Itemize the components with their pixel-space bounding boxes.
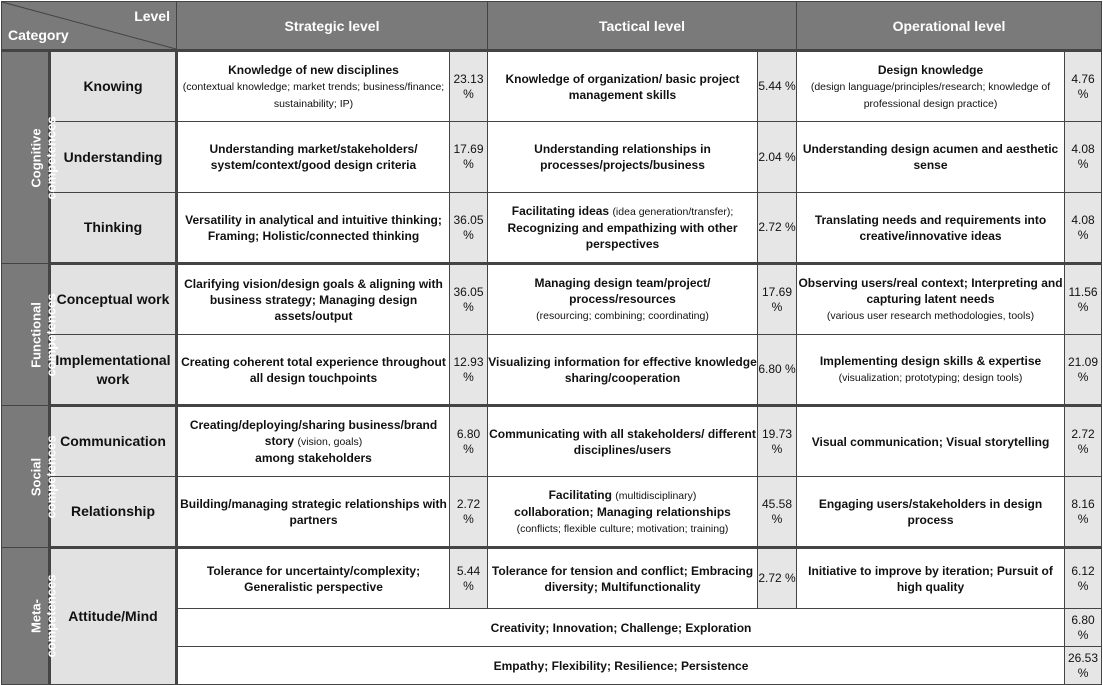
subcategory-implementational: Implementational work xyxy=(50,335,177,406)
attitude-strategic-pct: 5.44 % xyxy=(450,548,488,609)
attitude-operational-pct: 6.12 % xyxy=(1065,548,1102,609)
relationship-operational: Engaging users/stakeholders in design process xyxy=(797,477,1065,548)
thinking-operational-pct: 4.08 % xyxy=(1065,193,1102,264)
implementational-strategic: Creating coherent total experience throughout all design touchpoints xyxy=(177,335,450,406)
knowing-strategic-pct: 23.13 % xyxy=(450,51,488,122)
relationship-tactical-text1: Facilitating xyxy=(548,487,612,502)
subcategory-communication: Communication xyxy=(50,406,177,477)
communication-tactical-pct: 19.73 % xyxy=(758,406,797,477)
header-operational: Operational level xyxy=(797,2,1102,51)
header-tactical: Tactical level xyxy=(488,2,797,51)
subcategory-thinking: Thinking xyxy=(50,193,177,264)
attitude-shared-row-1-pct: 6.80 % xyxy=(1065,609,1102,647)
knowing-operational-pct: 4.76 % xyxy=(1065,51,1102,122)
conceptual-operational xyxy=(797,264,1065,335)
implementational-operational-detail: (visualization; prototyping; design tools) xyxy=(838,372,1023,384)
knowing-strategic-text: Knowledge of new disciplines xyxy=(228,62,399,77)
conceptual-operational-text: Observing users/real context; Interpreting and capturing latent needs xyxy=(798,276,1063,306)
conceptual-operational-detail: (various user research methodologies, tools) xyxy=(826,310,1035,322)
implementational-operational xyxy=(797,335,1065,406)
understanding-strategic: Understanding market/stakeholders/ system/context/good design criteria xyxy=(177,122,450,193)
understanding-tactical: Understanding relationships in processes/projects/business xyxy=(488,122,758,193)
attitude-operational: Initiative to improve by iteration; Pursuit of high quality xyxy=(797,548,1065,609)
implementational-operational-text: Implementing design skills & expertise xyxy=(819,354,1042,368)
knowing-tactical: Knowledge of organization/ basic project management skills xyxy=(488,51,758,122)
category-meta-line2: competences xyxy=(43,574,59,658)
communication-operational-pct: 2.72 % xyxy=(1065,406,1102,477)
header-level-label: Level xyxy=(134,8,170,24)
knowing-strategic xyxy=(177,51,450,122)
communication-strategic-detail: (vision, goals) xyxy=(297,436,363,448)
conceptual-operational-pct: 11.56 % xyxy=(1065,264,1102,335)
communication-strategic-text1: Creating/deploying/sharing business/brand story xyxy=(189,418,438,448)
understanding-tactical-pct: 2.04 % xyxy=(758,122,797,193)
competence-table xyxy=(1,1,1102,685)
conceptual-strategic-pct: 36.05 % xyxy=(450,264,488,335)
category-cognitive xyxy=(2,51,59,264)
attitude-tactical: Tolerance for tension and conflict; Embracing diversity; Multifunctionality xyxy=(488,548,758,609)
thinking-tactical xyxy=(488,193,758,264)
implementational-tactical: Visualizing information for effective knowledge sharing/cooperation xyxy=(488,335,758,406)
understanding-strategic-pct: 17.69 % xyxy=(450,122,488,193)
category-functional xyxy=(2,264,59,406)
relationship-operational-pct: 8.16 % xyxy=(1065,477,1102,548)
conceptual-strategic: Clarifying vision/design goals & aligning with business strategy; Managing design assets/output xyxy=(177,264,450,335)
knowing-operational-detail: (design language/principles/research; knowledge of professional design practice) xyxy=(810,80,1051,110)
relationship-strategic-pct: 2.72 % xyxy=(450,477,488,548)
attitude-shared-row-2-pct: 26.53 % xyxy=(1065,647,1102,685)
category-meta-line1: Meta- xyxy=(28,599,44,633)
category-functional-line2: competences xyxy=(43,292,59,377)
attitude-tactical-pct: 2.72 % xyxy=(758,548,797,609)
knowing-tactical-pct: 5.44 % xyxy=(758,51,797,122)
conceptual-tactical-pct: 17.69 % xyxy=(758,264,797,335)
header-strategic: Strategic level xyxy=(177,2,488,51)
category-social-line2: competences xyxy=(43,434,59,519)
conceptual-tactical xyxy=(488,264,758,335)
implementational-tactical-pct: 6.80 % xyxy=(758,335,797,406)
subcategory-attitude: Attitude/Mind xyxy=(50,548,177,685)
knowing-strategic-detail: (contextual knowledge; market trends; business/finance; sustainability; IP) xyxy=(182,80,445,110)
category-functional-line1: Functional xyxy=(28,301,44,368)
category-social xyxy=(2,406,59,548)
thinking-tactical-text1: Facilitating ideas xyxy=(511,204,610,218)
implementational-strategic-pct: 12.93 % xyxy=(450,335,488,406)
communication-strategic-text2: among stakeholders xyxy=(255,451,372,465)
communication-strategic xyxy=(177,406,450,477)
relationship-tactical xyxy=(488,477,758,548)
attitude-shared-row-1: Creativity; Innovation; Challenge; Exploration xyxy=(177,609,1065,647)
conceptual-tactical-detail: (resourcing; combining; coordinating) xyxy=(536,310,709,322)
understanding-operational: Understanding design acumen and aesthetic sense xyxy=(797,122,1065,193)
conceptual-tactical-text: Managing design team/project/ process/resources xyxy=(534,276,711,306)
thinking-strategic-pct: 36.05 % xyxy=(450,193,488,264)
category-social-line1: Social xyxy=(28,457,44,496)
relationship-tactical-detail2: (conflicts; flexible culture; motivation; training) xyxy=(516,522,729,535)
thinking-tactical-text2: Recognizing and empathizing with other perspectives xyxy=(507,221,738,251)
subcategory-knowing: Knowing xyxy=(50,51,177,122)
knowing-operational xyxy=(797,51,1065,122)
subcategory-relationship: Relationship xyxy=(50,477,177,548)
header-category-label: Category xyxy=(8,27,69,43)
thinking-tactical-detail: (idea generation/transfer); xyxy=(612,206,734,218)
thinking-strategic: Versatility in analytical and intuitive thinking; Framing; Holistic/connected thinking xyxy=(177,193,450,264)
knowing-operational-text: Design knowledge xyxy=(877,62,984,77)
communication-operational: Visual communication; Visual storytelling xyxy=(797,406,1065,477)
subcategory-conceptual: Conceptual work xyxy=(50,264,177,335)
attitude-shared-row-2: Empathy; Flexibility; Resilience; Persistence xyxy=(177,647,1065,685)
relationship-strategic: Building/managing strategic relationships with partners xyxy=(177,477,450,548)
relationship-tactical-detail1: (multidisciplinary) xyxy=(615,489,697,502)
communication-strategic-pct: 6.80 % xyxy=(450,406,488,477)
subcategory-understanding: Understanding xyxy=(50,122,177,193)
attitude-strategic: Tolerance for uncertainty/complexity; Generalistic perspective xyxy=(177,548,450,609)
thinking-operational: Translating needs and requirements into creative/innovative ideas xyxy=(797,193,1065,264)
implementational-operational-pct: 21.09 % xyxy=(1065,335,1102,406)
relationship-tactical-pct: 45.58 % xyxy=(758,477,797,548)
category-cognitive-line1: Cognitive xyxy=(28,127,44,188)
category-meta xyxy=(2,548,59,685)
understanding-operational-pct: 4.08 % xyxy=(1065,122,1102,193)
communication-tactical: Communicating with all stakeholders/ different disciplines/users xyxy=(488,406,758,477)
header-corner xyxy=(2,2,177,51)
thinking-tactical-pct: 2.72 % xyxy=(758,193,797,264)
category-cognitive-line2: competences xyxy=(43,115,59,200)
relationship-tactical-text2: collaboration; Managing relationships xyxy=(514,504,731,519)
